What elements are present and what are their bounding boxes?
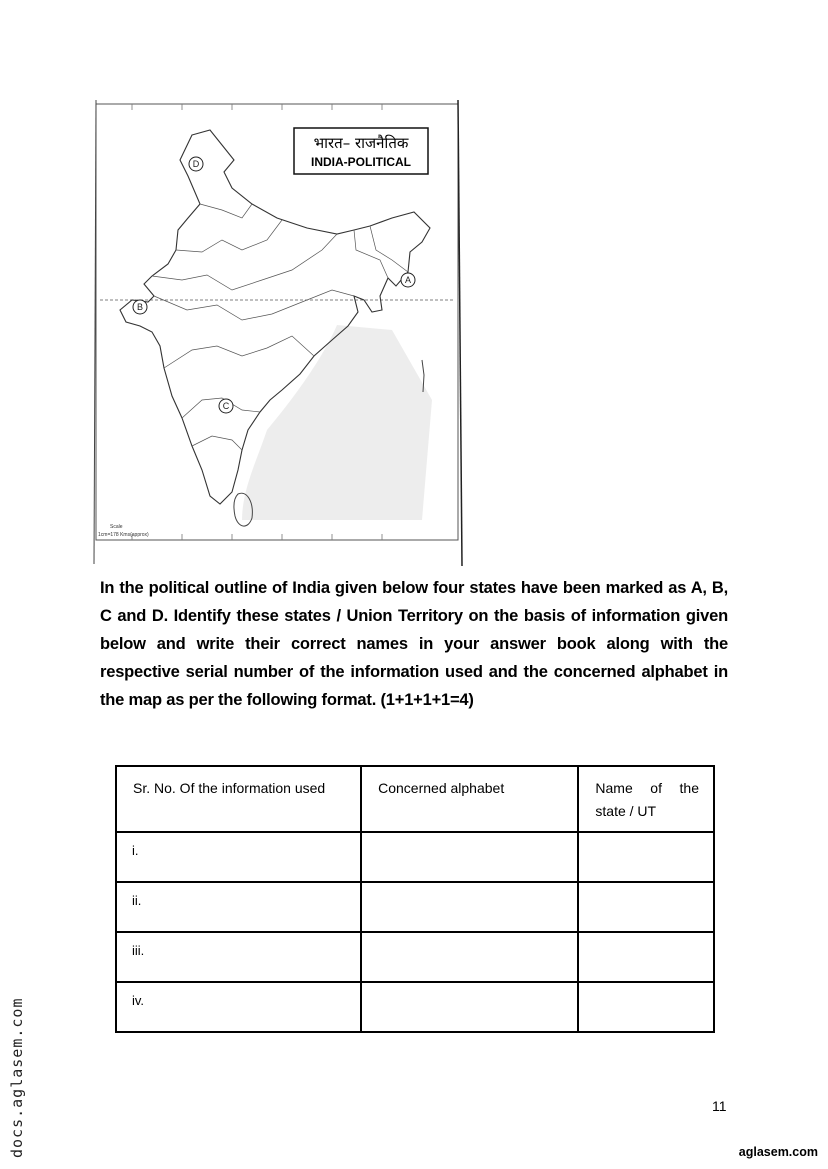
marker-b: B xyxy=(136,302,144,312)
row-alphabet-cell xyxy=(361,932,578,982)
header-concerned-alphabet: Concerned alphabet xyxy=(361,766,578,832)
row-alphabet-cell xyxy=(361,882,578,932)
side-watermark: docs.aglasem.com xyxy=(8,997,26,1158)
row-alphabet-cell xyxy=(361,982,578,1032)
map-title-english: INDIA-POLITICAL xyxy=(311,155,411,169)
india-political-map xyxy=(92,100,464,566)
map-scale-label: Scale xyxy=(110,524,123,530)
question-marks: (1+1+1+1=4) xyxy=(380,691,474,709)
header-state-name: Name of the state / UT xyxy=(578,766,714,832)
question-text xyxy=(100,574,728,714)
row-state-cell xyxy=(578,932,714,982)
table-header-row xyxy=(116,766,714,832)
question-body: In the political outline of India given below four states have been marked as A, B, C and D. Identify these states / Union Territory on the basis of information given below and write their correct names in your answer book along with the respective serial number of the information used and the concerned alphabet in the map as per the following format. xyxy=(100,579,728,709)
marker-a: A xyxy=(404,275,412,285)
row-serial: ii. xyxy=(116,882,361,932)
row-serial: iii. xyxy=(116,932,361,982)
row-alphabet-cell xyxy=(361,832,578,882)
map-scale-value: 1cm=178 Kms(approx) xyxy=(98,532,149,538)
brand-footer: aglasem.com xyxy=(738,1145,818,1159)
row-state-cell xyxy=(578,982,714,1032)
row-serial: iv. xyxy=(116,982,361,1032)
answer-format-table xyxy=(115,765,715,1033)
marker-c: C xyxy=(222,401,230,411)
row-state-cell xyxy=(578,832,714,882)
table-row xyxy=(116,932,714,982)
table-row xyxy=(116,832,714,882)
table-row xyxy=(116,882,714,932)
row-state-cell xyxy=(578,882,714,932)
page-number: 11 xyxy=(712,1098,727,1114)
header-sr-no: Sr. No. Of the information used xyxy=(116,766,361,832)
map-title-hindi: भारत– राजनैतिक xyxy=(313,134,409,152)
table-row xyxy=(116,982,714,1032)
marker-d: D xyxy=(192,159,200,169)
row-serial: i. xyxy=(116,832,361,882)
